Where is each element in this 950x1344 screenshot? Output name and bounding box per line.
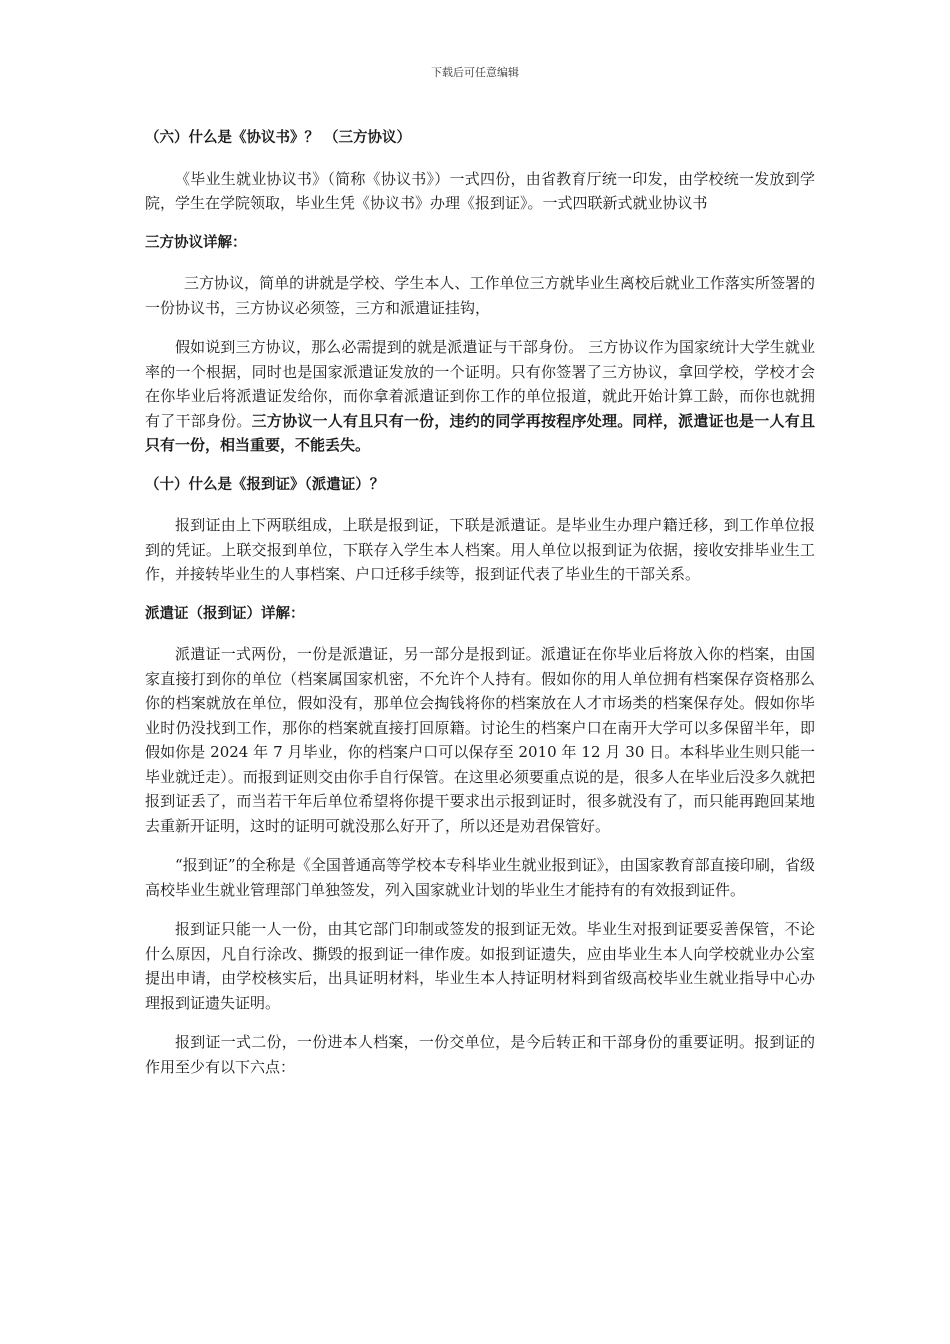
paragraph-tripartite-detail-text: 假如说到三方协议，那么必需提到的就是派遣证与干部身份。 三方协议作为国家统计大学生就业率的一个根据，同时也是国家派遣证发放的一个证明。只有你签署了三方协议，拿回学校，学校才会在你毕业后将派遣证发给你，而你拿着派遣证到你工作的单位报道，就此开始计算工龄，而你也就拥有了干部身份。 [145, 338, 815, 430]
paragraph-agreement-intro: 《毕业生就业协议书》（简称《协议书》）一式四份，由省教育厅统一印发，由学校统一发放到学院，学生在学院领取，毕业生凭《协议书》办理《报到证》。一式四联新式就业协议书 [145, 169, 815, 212]
paragraph-report-certificate-intro: 报到证由上下两联组成，上联是报到证，下联是派遣证。是毕业生办理户籍迁移，到工作单位报到的凭证。上联交报到单位，下联存入学生本人档案。用人单位以报到证为依据，接收安排毕业生工作，并接转毕业生的人事档案、户口迁移手续等，报到证代表了毕业生的干部关系。 [145, 516, 815, 583]
section-heading-tripartite: 三方协议详解： [145, 234, 247, 251]
section-heading-dispatch-detail: 派遣证（报到证）详解： [145, 605, 305, 622]
paragraph-report-uniqueness: 报到证只能一人一份，由其它部门印制或签发的报到证无效。毕业生对报到证要妥善保管，不论什么原因，凡自行涂改、撕毁的报到证一律作废。如报到证遗失，应由毕业生本人向学校就业办公室提出申请，由学校核实后，出具证明材料，毕业生本人持证明材料到省级高校毕业生就业指导中心办理报到证遗失证明。 [145, 920, 815, 1012]
section-heading-report-certificate: （十）什么是《报到证》（派遣证）？ [145, 476, 385, 493]
section-heading-agreement: （六）什么是《协议书》？ （三方协议） [145, 130, 412, 146]
paragraph-tripartite-detail [145, 335, 815, 458]
paragraph-report-copies: 报到证一式二份，一份进本人档案，一份交单位，是今后转正和干部身份的重要证明。报到证的作用至少有以下六点： [145, 1033, 815, 1076]
paragraph-tripartite-definition: 三方协议，简单的讲就是学校、学生本人、工作单位三方就毕业生离校后就业工作落实所签署的一份协议书，三方协议必须签，三方和派遣证挂钩， [145, 274, 815, 317]
paragraph-dispatch-detail: 派遣证一式两份，一份是派遣证，另一部分是报到证。派遣证在你毕业后将放入你的档案，由国家直接打到你的单位（档案属国家机密，不允许个人持有。假如你的用人单位拥有档案保存资格那么你的档案就放在单位，假如没有，那单位会掏钱将你的档案放在人才市场类的档案保存处。假如你毕业时仍没找到工作，那你的档案就直接打回原籍。讨论生的档案户口在南开大学可以多保留半年，即假如你是 2024 年 7 月毕业，你的档案户口可以保存至 2010 年 12 月 30 日。本科毕业生则只能一毕业就迁走）。而报到证则交由你手自行保管。在这里必须要重点说的是，很多人在毕业后没多久就把报到证丢了，而当若干年后单位希望将你提干要求出示报到证时，很多就没有了，而只能再跑回某地去重新开证明，这时的证明可就没那么好开了，所以还是劝君保管好。 [145, 645, 815, 835]
paragraph-tripartite-emphasis: 三方协议一人有且只有一份，违约的同学再按程序处理。同样，派遣证也是一人有且只有一份，相当重要，不能丢失。 [145, 411, 815, 454]
page-header: 下载后可任意编辑 [431, 66, 519, 79]
paragraph-report-fullname: “报到证”的全称是《全国普通高等学校本专科毕业生就业报到证》，由国家教育部直接印刷，省级高校毕业生就业管理部门单独签发，列入国家就业计划的毕业生才能持有的有效报到证件。 [145, 856, 815, 899]
document-body [145, 126, 815, 1094]
